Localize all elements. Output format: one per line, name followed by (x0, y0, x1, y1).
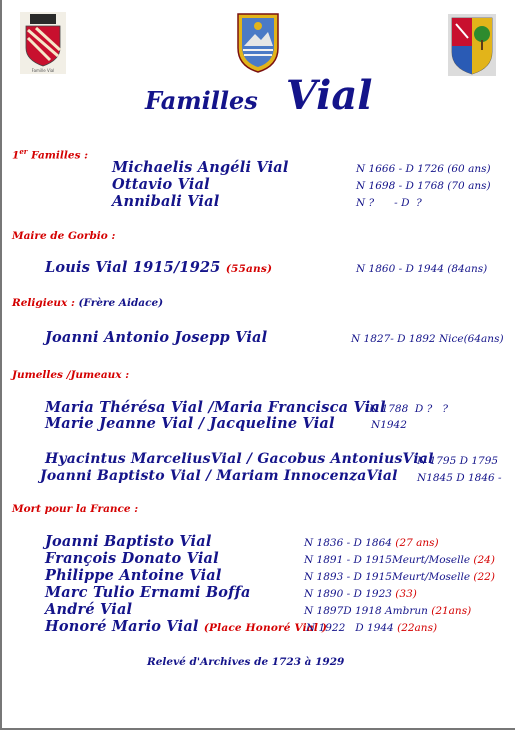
person-name: Honoré Mario Vial (45, 618, 199, 635)
person-name: Joanni Baptisto Vial (45, 533, 212, 550)
person-dates: N1942 (371, 419, 407, 431)
section-religieux: Religieux : (Frère Aidace) (12, 297, 164, 309)
person-name: Ottavio Vial (112, 176, 210, 193)
person-dates: N 1788 D ? ? (369, 403, 448, 415)
person-dates: N 1827- D 1892 Nice(64ans) (351, 333, 504, 345)
person-name: Louis Vial 1915/1925 (45, 259, 221, 276)
person-name: Philippe Antoine Vial (45, 567, 222, 584)
right-coat-of-arms (448, 14, 496, 76)
title-familles: Familles (145, 86, 258, 115)
person-dates: N ? - D ? (356, 197, 422, 209)
person-name: Annibali Vial (112, 193, 220, 210)
person-dates-row: N 1836 - D 1864 (27 ans) (304, 537, 439, 549)
person-dates-row: N 1890 - D 1923 (33) (304, 588, 417, 600)
left-crest-caption: Famille Vial (31, 68, 55, 73)
person-dates-row: N 1891 - D 1915Meurt/Moselle (24) (304, 554, 495, 566)
person-dates-row: N 1893 - D 1915Meurt/Moselle (22) (304, 571, 495, 583)
person-age: (55ans) (225, 263, 273, 275)
person-dates-row: N 1897D 1918 Ambrun (21ans) (304, 605, 472, 617)
section-maire: Maire de Gorbio : (12, 230, 116, 242)
archives-footer: Relevé d'Archives de 1723 à 1929 (147, 656, 345, 668)
person-dates: N 1860 - D 1944 (84ans) (356, 263, 488, 275)
person-name: Marie Jeanne Vial / Jacqueline Vial (45, 415, 335, 432)
page-title (145, 72, 372, 119)
religieux-note: (Frère Aidace) (78, 297, 164, 309)
person-place: (Place Honoré Vial ) (203, 622, 328, 634)
person-dates: N1845 D 1846 - (417, 472, 502, 484)
person-name: François Donato Vial (45, 550, 219, 567)
person-dates: N 1698 - D 1768 (70 ans) (356, 180, 491, 192)
person-name: André Vial (45, 601, 133, 618)
person-dates: N 1666 - D 1726 (60 ans) (356, 163, 491, 175)
person-name: Marc Tulio Ernami Boffa (45, 584, 251, 601)
person-name-row (45, 618, 327, 635)
section-premieres-familles: 1er Familles : (12, 147, 89, 162)
section-mort-pour-la-france: Mort pour la France : (12, 503, 139, 515)
person-name: Hyacintus MarceliusVial / Gacobus AntoniusVial (45, 451, 434, 467)
maire-row (45, 259, 272, 276)
person-dates: N 1795 D 1795 (417, 455, 499, 467)
person-name: Joanni Antonio Josepp Vial (45, 329, 268, 346)
person-name: Joanni Baptisto Vial / Mariam InnocenzaVial (40, 468, 398, 484)
center-coat-of-arms (235, 12, 281, 74)
person-name: Maria Thérésa Vial /Maria Francisca Vial (45, 399, 386, 416)
person-dates-row: N 1922 D 1944 (22ans) (306, 622, 438, 634)
person-name: Michaelis Angéli Vial (112, 159, 289, 176)
title-vial: Vial (285, 72, 373, 119)
left-coat-of-arms (20, 12, 66, 74)
section-jumeaux: Jumelles /Jumeaux : (12, 369, 130, 381)
